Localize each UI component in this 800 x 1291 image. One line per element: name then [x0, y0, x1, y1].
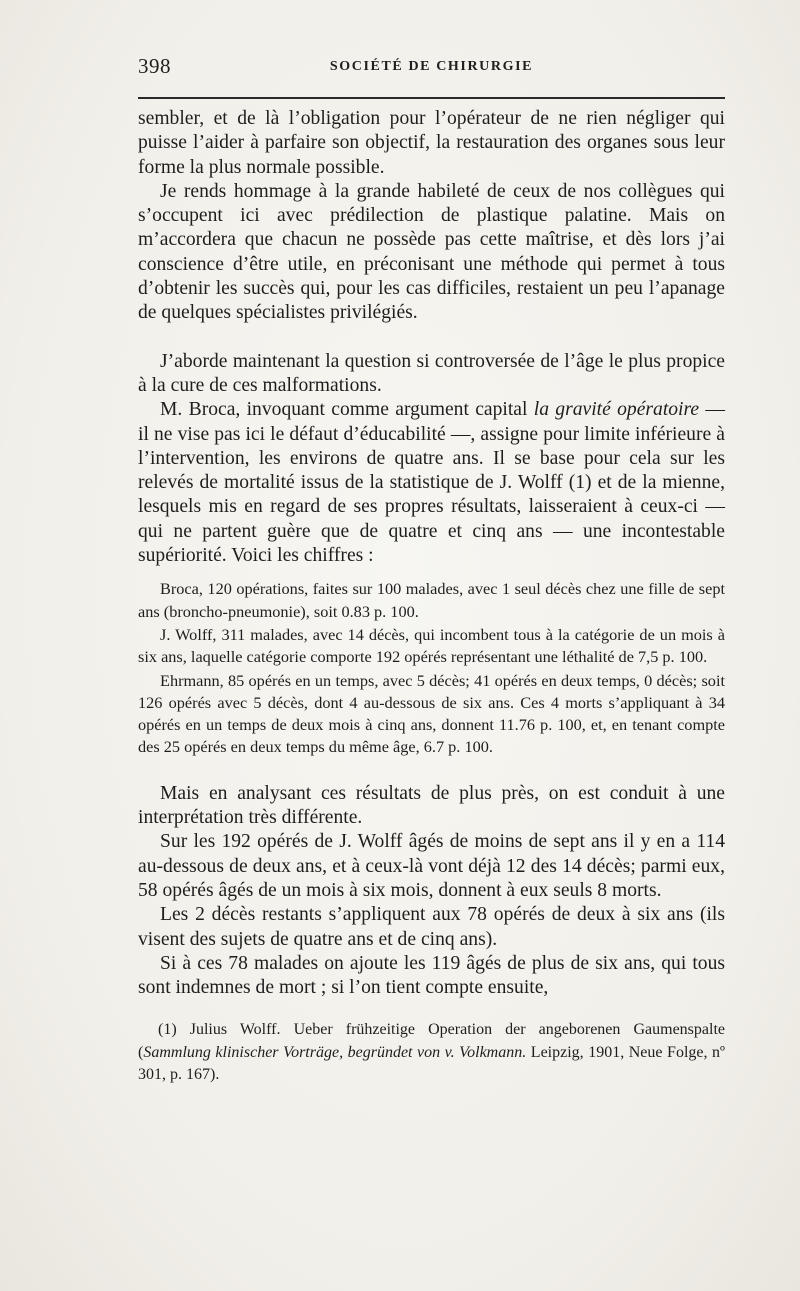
footnote-start: (1) Julius Wolff. Ueber frühzeitige Operation der angeborenen Gaumenspalte ( [138, 1021, 725, 1061]
paragraph-hommage: Je rends hommage à la grande habileté de ceux de nos collègues qui s’occupent ici avec prédilection de plastique palatine. Mais on m’accordera que chacun ne possède pas cette maîtrise, et dès lors j’ai conscience d’être utile, en préconisant une méthode qui permet à tous d’obtenir les succès qui, pour les cas difficiles, restaient un peu l’apanage de quelques spécialistes privilégiés. [138, 180, 725, 324]
broca-text-end: — il ne vise pas ici le défaut d’éducabilité —, assigne pour limite inférieure à l’intervention, les environs de quatre ans. Il se base pour cela sur les relevés de mortalité issus de la statistique de J. Wolff (1) et de la mienne, lesquels mis en regard de ses propres résultats, laisseraient à ceux-ci — qui ne partent guère que de quatre et cinq ans — une incontestable supériorité. Voici les chiffres : [138, 399, 726, 567]
statistic-broca: Broca, 120 opérations, faites sur 100 malades, avec 1 seul décès chez une fille de sept ans (broncho-pneumonie), soit 0.83 p. 100. [138, 579, 725, 621]
statistic-ehrmann: Ehrmann, 85 opérés en un temps, avec 5 décès; 41 opérés en deux temps, 0 décès; soit 126 opérés avec 5 décès, dont 4 au-dessous de six ans. Ces 4 morts s’appliquant à 34 opérés en un temps de deux mois à cinq ans, donnent 11.76 p. 100, et, en tenant compte des 25 opérés en deux temps du même âge, 6.7 p. 100. [138, 670, 725, 757]
footnote-end: Leipzig, 1901, Neue Folge, nº 301, p. 167). [138, 1043, 726, 1083]
paragraph-wolff-details: Sur les 192 opérés de J. Wolff âgés de moins de sept ans il y en a 114 au-dessous de deux ans, et à ceux-là vont déjà 12 des 14 décès; parmi eux, 58 opérés âgés de un mois à six mois, donnent à eux seuls 8 morts. [138, 831, 725, 901]
header-rule [138, 97, 725, 99]
footnote [138, 1019, 725, 1086]
paragraph-continuation: sembler, et de là l’obligation pour l’opérateur de ne rien négliger qui puisse l’aider à parfaire son objectif, la restauration des organes sous leur forme la plus normale possible. [138, 108, 725, 178]
paragraph-remaining-deaths: Les 2 décès restants s’appliquent aux 78 opérés de deux à six ans (ils visent des sujets de quatre ans et de cinq ans). [138, 904, 725, 950]
paragraph-broca [138, 398, 725, 568]
running-title: SOCIÉTÉ DE CHIRURGIE [329, 59, 534, 74]
statistic-wolff: J. Wolff, 311 malades, avec 14 décès, qui incombent tous à la catégorie de un mois à six ans, laquelle catégorie comporte 192 opérés représentant une léthalité de 7,5 p. 100. [138, 624, 725, 667]
body-text [138, 107, 725, 1086]
running-header [138, 54, 725, 82]
paragraph-analysis-intro: Mais en analysant ces résultats de plus près, on est conduit à une interprétation très différente. [138, 782, 725, 829]
footnote-text [138, 1019, 725, 1086]
page-number: 398 [138, 54, 171, 78]
broca-italic-phrase: la gravité opératoire [533, 399, 700, 421]
paragraph-older-patients: Si à ces 78 malades on ajoute les 119 âgés de plus de six ans, qui tous sont indemnes de mort ; si l’on tient compte ensuite, [138, 952, 725, 999]
broca-text-start: M. Broca, invoquant comme argument capital [160, 399, 534, 421]
paragraph-age-question: J’aborde maintenant la question si controversée de l’âge le plus propice à la cure de ces malformations. [138, 350, 725, 396]
statistics-block [138, 578, 725, 758]
footnote-italic-title: Sammlung klinischer Vorträge, begründet von v. Volkmann. [143, 1043, 527, 1061]
